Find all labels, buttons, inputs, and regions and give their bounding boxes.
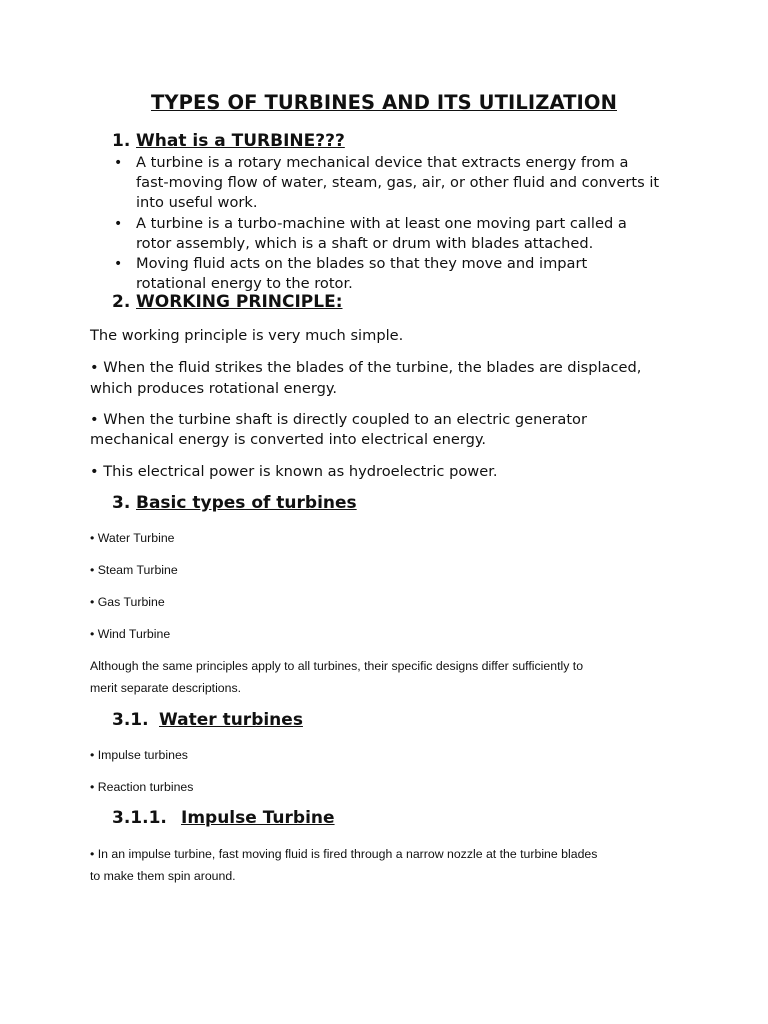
working-principle-p2-line2: mechanical energy is converted into electrical energy. — [90, 431, 487, 448]
working-principle-p1-line2: which produces rotational energy. — [90, 380, 338, 397]
section-1-heading — [112, 131, 345, 151]
section-3-1-title: Water turbines — [159, 710, 303, 730]
section-2-heading — [112, 292, 343, 312]
section-3-1-1-heading — [112, 808, 335, 828]
section-3-1-1-title: Impulse Turbine — [181, 808, 335, 828]
turbine-type-item: • Steam Turbine — [90, 563, 178, 577]
working-principle-p2-line1: • When the turbine shaft is directly coupled to an electric generator — [90, 411, 587, 428]
water-turbine-item: • Reaction turbines — [90, 780, 194, 794]
section-3-title: Basic types of turbines — [136, 493, 357, 513]
impulse-turbine-line2: to make them spin around. — [90, 869, 236, 883]
bullet-line: rotor assembly, which is a shaft or drum with blades attached. — [136, 235, 594, 252]
section-3-heading — [112, 493, 357, 513]
working-principle-intro: The working principle is very much simple. — [90, 327, 404, 344]
turbine-type-item: • Gas Turbine — [90, 595, 165, 609]
section-3-1-number: 3.1. — [112, 710, 149, 730]
section-3-number: 3. — [112, 493, 131, 513]
bullet-line: A turbine is a turbo-machine with at least one moving part called a — [136, 215, 627, 232]
bullet-line: A turbine is a rotary mechanical device that extracts energy from a — [136, 154, 629, 171]
bullet-line: rotational energy to the rotor. — [136, 275, 353, 292]
section-3-1-heading — [112, 710, 303, 730]
section-3-note-line1: Although the same principles apply to all turbines, their specific designs differ sufficiently to — [90, 659, 584, 673]
section-3-note-line2: merit separate descriptions. — [90, 681, 242, 695]
section-2-title: WORKING PRINCIPLE: — [136, 292, 343, 312]
section-1-bullet-2 — [114, 214, 696, 254]
bullet-line: fast-moving flow of water, steam, gas, air, or other fluid and converts it — [136, 174, 660, 191]
turbine-type-item: • Wind Turbine — [90, 627, 171, 641]
section-1-title: What is a TURBINE??? — [136, 131, 345, 151]
bullet-dot: • — [114, 216, 123, 232]
bullet-line: into useful work. — [136, 194, 258, 211]
bullet-line: Moving fluid acts on the blades so that they move and impart — [136, 255, 588, 272]
section-2-number: 2. — [112, 292, 131, 312]
turbine-type-item: • Water Turbine — [90, 531, 175, 545]
section-1-bullet-3 — [114, 254, 696, 294]
section-1-number: 1. — [112, 131, 131, 151]
bullet-dot: • — [114, 155, 123, 171]
document-title: TYPES OF TURBINES AND ITS UTILIZATION — [150, 91, 617, 114]
section-1-bullet-1 — [114, 153, 696, 213]
working-principle-p1-line1: • When the fluid strikes the blades of the turbine, the blades are displaced, — [90, 359, 642, 376]
bullet-dot: • — [114, 256, 123, 272]
water-turbine-item: • Impulse turbines — [90, 748, 188, 762]
section-3-1-1-number: 3.1.1. — [112, 808, 167, 828]
impulse-turbine-line1: • In an impulse turbine, fast moving fluid is fired through a narrow nozzle at the turbine blades — [90, 847, 598, 861]
working-principle-p3: • This electrical power is known as hydroelectric power. — [90, 463, 498, 480]
